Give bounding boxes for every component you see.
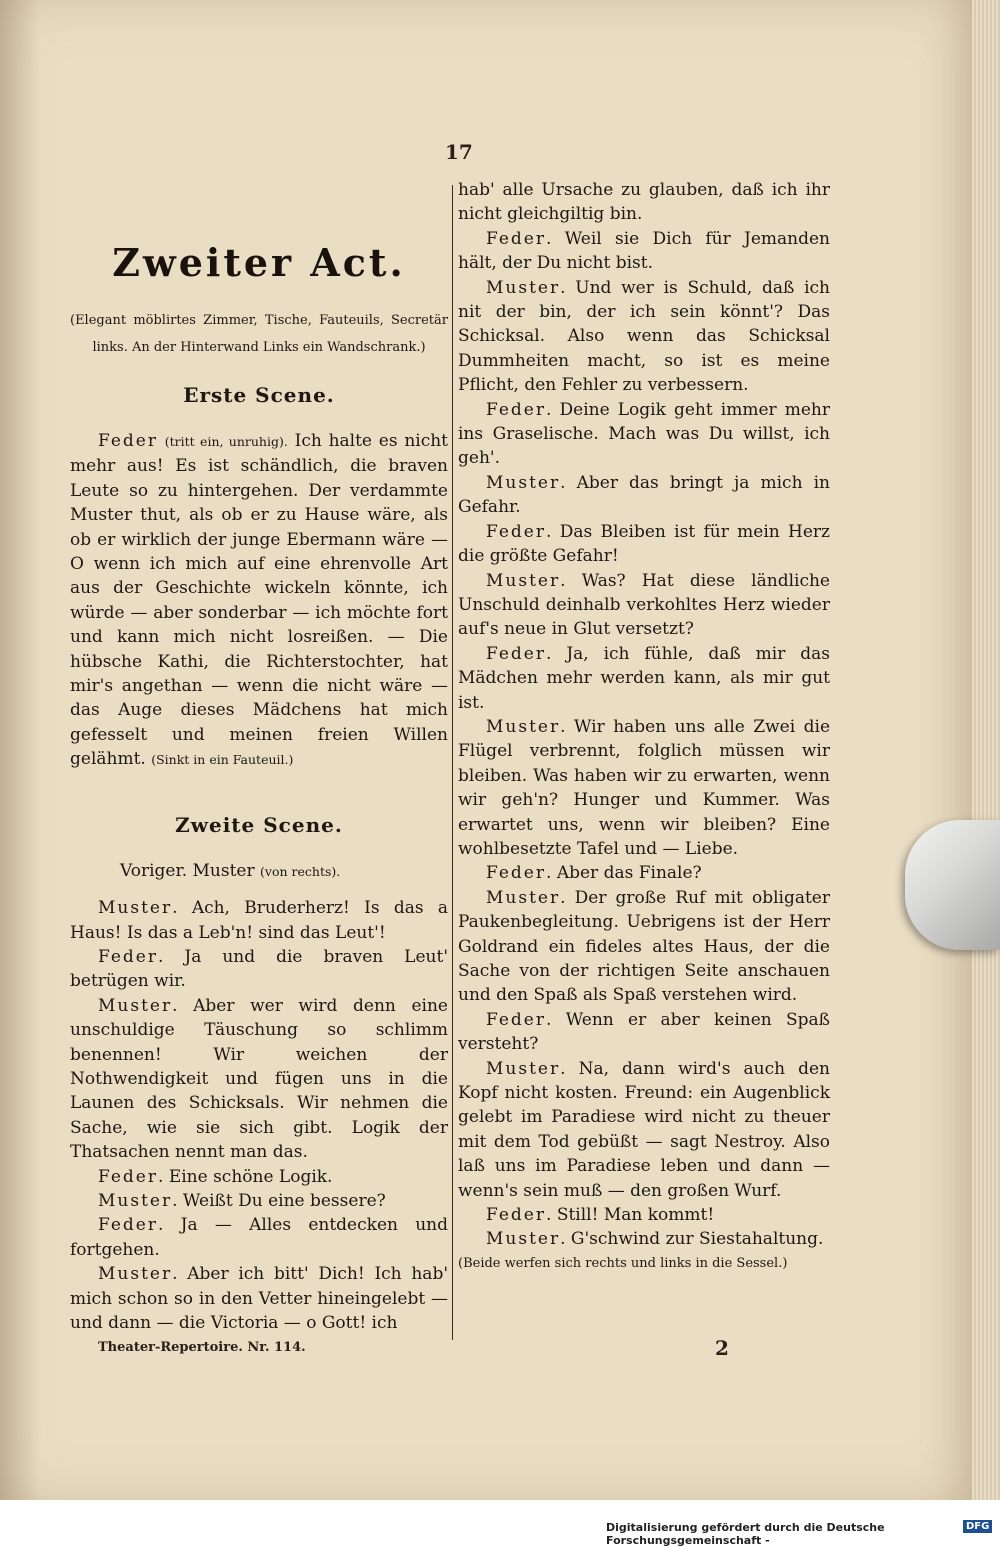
dialogue-paragraph: Muster. Weißt Du eine bessere? [98, 1190, 386, 1211]
speaker-name: Muster [98, 1190, 173, 1211]
speaker-name: Feder [486, 1009, 546, 1030]
series-footer: Theater-Repertoire. Nr. 114. [98, 1340, 306, 1355]
speaker-name: Feder [98, 1166, 158, 1187]
inline-stage-direction: (von rechts). [260, 863, 341, 879]
speaker-name: Feder [486, 643, 546, 664]
dialogue-paragraph: Feder. Aber das Finale? [486, 863, 702, 884]
speaker-name: Muster [98, 995, 173, 1016]
dialogue-text: Na, dann wird's auch den Kopf nicht kosten. Freund: ein Augenblick gelebt im Paradiese wird nicht zu theuer mit dem Tod gebüßt — sagt Nestroy. Also laß uns im Paradiese leben und dann — wenn's sein muß — den großen Wurf. [458, 1058, 830, 1201]
dialogue-paragraph: Muster. Aber das bringt ja mich in Gefahr. [458, 472, 830, 518]
speaker-name: Muster [486, 472, 561, 493]
speaker-name: Feder [98, 431, 158, 451]
continued-text: hab' alle Ursache zu glauben, daß ich ihr nicht gleichgiltig bin. [458, 180, 830, 225]
dialogue-text: Ja, ich fühle, daß mir das Mädchen mehr werden kann, als mir gut ist. [458, 643, 830, 713]
speaker-name: Muster [98, 898, 173, 919]
speaker-name: Muster [486, 716, 561, 737]
dialogue-paragraph: Muster. Aber ich bitt' Dich! Ich hab' mich schon so in den Vetter hineingelebt — und dann — die Victoria — o Gott! ich [70, 1264, 448, 1333]
act-title: Zweiter Act. [112, 240, 406, 285]
left-column [70, 240, 448, 1335]
dialogue-text: Wenn er aber keinen Spaß versteht? [458, 1009, 831, 1055]
dialogue-paragraph: Muster. Der große Ruf mit obligater Paukenbegleitung. Uebrigens ist der Herr Goldrand ein fideles altes Haus, der die Sache von der richtigen Seite anschauen und den Spaß als Spaß verstehen wird. [458, 887, 830, 1006]
speaker-name: Feder [486, 399, 546, 420]
dialogue-text: Weißt Du eine bessere? [182, 1190, 386, 1211]
closing-stage-direction: (Beide werfen sich rechts und links in die Sessel.) [458, 1255, 788, 1271]
speaker-name: Feder [486, 1205, 546, 1226]
speaker-name: Muster [486, 887, 561, 908]
inline-stage-direction: (tritt ein, unruhig). [164, 434, 288, 449]
dialogue-text: Und wer is Schuld, daß ich nit der bin, der ich sein könnt'? Das Schicksal. Also wenn das Schicksal Dummheiten macht, so ist es meine Pflicht, den Fehler zu verbessern. [458, 277, 830, 396]
dfg-logo: DFG [963, 1520, 992, 1533]
dialogue-paragraph: Feder. Ja — Alles entdecken und fortgehen. [70, 1215, 448, 1260]
inline-stage-direction: (Sinkt in ein Fauteuil.) [151, 752, 294, 768]
dialogue-text: Weil sie Dich für Jemanden hält, der Du nicht bist. [458, 228, 830, 274]
dialogue-paragraph: Muster. Wir haben uns alle Zwei die Flügel verbrennt, folglich müssen wir bleiben. Was haben wir zu erwarten, wenn wir geh'n? Hunger und Kummer. Was erwartet uns, wenn wir bleiben? Eine wohlbesetzte Tafel und — Liebe. [458, 716, 831, 859]
speaker-name: Feder [98, 946, 158, 967]
dialogue-paragraph: Muster. Na, dann wird's auch den Kopf nicht kosten. Freund: ein Augenblick gelebt im Paradiese wird nicht zu theuer mit dem Tod gebüßt — sagt Nestroy. Also laß uns im Paradiese leben und dann — wenn's sein muß — den großen Wurf. [458, 1058, 830, 1201]
dialogue-paragraph: Feder. Deine Logik geht immer mehr ins Graselische. Mach was Du willst, ich geh'. [458, 399, 830, 469]
dialogue-text: Ja und die braven Leut' betrügen wir. [70, 946, 448, 992]
digitization-credit: Digitalisierung gefördert durch die Deutsche Forschungsgemeinschaft - [606, 1521, 885, 1547]
dialogue-text: Aber wer wird denn eine unschuldige Täuschung so schlimm benennen! Wir weichen der Nothwendigkeit und fügen uns in die Launen des Schicksals. Wir nehmen die Sache, wie sie sich gibt. Logik der Thatsachen nennt man das. [70, 995, 448, 1163]
dialogue-text: G'schwind zur Siestahaltung. [570, 1229, 824, 1250]
speaker-name: Feder [486, 228, 546, 249]
dialogue-text: Wir haben uns alle Zwei die Flügel verbrennt, folglich müssen wir bleiben. Was haben wir zu erwarten, wenn wir geh'n? Hunger und Kummer. Was erwartet uns, wenn wir bleiben? Eine wohlbesetzte Tafel und — Liebe. [458, 716, 831, 859]
dialogue-paragraph: Feder. Wenn er aber keinen Spaß versteht? [458, 1009, 831, 1055]
speaker-name: Feder [486, 521, 546, 542]
dialogue-text: Still! Man kommt! [556, 1205, 715, 1226]
stage-direction: (Elegant möblirtes Zimmer, Tische, Fauteuils, Secretär links. An der Hinterwand Links ein Wandschrank.) [70, 313, 448, 355]
signature-mark: 2 [715, 1336, 729, 1360]
dialogue-paragraph: Muster. Ach, Bruderherz! Is das a Haus! Is das a Leb'n! sind das Leut'! [70, 898, 448, 943]
page-number: 17 [445, 140, 473, 164]
dialogue-text: Was? Hat diese ländliche Unschuld deinhalb verkohltes Herz wieder auf's neue in Glut versetzt? [458, 570, 830, 640]
speaker-name: Feder [98, 1215, 158, 1236]
speaker-name: Muster [486, 1229, 561, 1250]
dialogue-text: Ach, Bruderherz! Is das a Haus! Is das a Leb'n! sind das Leut'! [70, 898, 448, 943]
cast-text: Voriger. Muster [120, 860, 261, 881]
dialogue-paragraph: Muster. Was? Hat diese ländliche Unschuld deinhalb verkohltes Herz wieder auf's neue in Glut versetzt? [458, 570, 830, 640]
speaker-name: Feder [486, 863, 546, 884]
scene-title-2: Zweite Scene. [175, 812, 343, 837]
column-divider [452, 185, 453, 1340]
dialogue-text: Der große Ruf mit obligater Paukenbegleitung. Uebrigens ist der Herr Goldrand ein fideles altes Haus, der die Sache von der richtigen Seite anschauen und den Spaß als Spaß verstehen wird. [458, 887, 830, 1006]
page-edge [972, 0, 1000, 1500]
dialogue-text: Aber das bringt ja mich in Gefahr. [458, 472, 830, 518]
dialogue-paragraph [70, 429, 448, 773]
scene-title-1: Erste Scene. [183, 383, 335, 407]
dialogue-text: Deine Logik geht immer mehr ins Graselische. Mach was Du willst, ich geh'. [458, 399, 830, 469]
dialogue-text: Ja — Alles entdecken und fortgehen. [70, 1215, 448, 1260]
dialogue-paragraph: Feder. Das Bleiben ist für mein Herz die größte Gefahr! [458, 521, 830, 567]
speaker-name: Muster [486, 277, 561, 298]
speaker-name: Muster [486, 1058, 561, 1079]
speaker-name: Muster [486, 570, 561, 591]
gutter-shadow [0, 0, 40, 1500]
dialogue-paragraph: Muster. G'schwind zur Siestahaltung. [486, 1229, 824, 1250]
dialogue-text: Ich halte es nicht mehr aus! Es ist schändlich, die braven Leute so zu hintergehen. Der verdammte Muster thut, als ob er zu Hause wäre, als ob er wirklich der junge Ebermann wäre — O wenn ich mich auf eine ehrenvolle Art aus der Geschichte wickeln könnte, ich würde — aber sonderbar — ich möchte fort und kann mich nicht losreißen. — Die hübsche Kathi, die Richterstochter, hat mir's angethan — wenn die nicht wäre — das Auge dieses Mädchens hat mich gefesselt und meinen freien Willen gelähmt. [70, 431, 449, 770]
dialogue-paragraph: Feder. Eine schöne Logik. [98, 1166, 333, 1187]
page-clip [905, 820, 1000, 950]
speaker-name: Muster [98, 1264, 173, 1285]
cast-line [70, 859, 448, 884]
dialogue-paragraph: Feder. Ja, ich fühle, daß mir das Mädchen mehr werden kann, als mir gut ist. [458, 643, 830, 713]
dialogue-paragraph: Feder. Still! Man kommt! [486, 1205, 715, 1226]
dialogue-text: Das Bleiben ist für mein Herz die größte Gefahr! [458, 521, 830, 567]
right-column [458, 178, 830, 1276]
dialogue-paragraph: Muster. Aber wer wird denn eine unschuldige Täuschung so schlimm benennen! Wir weichen der Nothwendigkeit und fügen uns in die Launen des Schicksals. Wir nehmen die Sache, wie sie sich gibt. Logik der Thatsachen nennt man das. [70, 995, 448, 1163]
dialogue-paragraph: Feder. Weil sie Dich für Jemanden hält, der Du nicht bist. [458, 228, 830, 274]
dialogue-paragraph: Feder. Ja und die braven Leut' betrügen wir. [70, 946, 448, 992]
dialogue-paragraph: Muster. Und wer is Schuld, daß ich nit der bin, der ich sein könnt'? Das Schicksal. Also wenn das Schicksal Dummheiten macht, so ist es meine Pflicht, den Fehler zu verbessern. [458, 277, 830, 396]
dialogue-text: Eine schöne Logik. [168, 1166, 333, 1187]
dialogue-text: Aber das Finale? [556, 863, 702, 884]
dialogue-text: Aber ich bitt' Dich! Ich hab' mich schon so in den Vetter hineingelebt — und dann — die Victoria — o Gott! ich [70, 1264, 448, 1333]
